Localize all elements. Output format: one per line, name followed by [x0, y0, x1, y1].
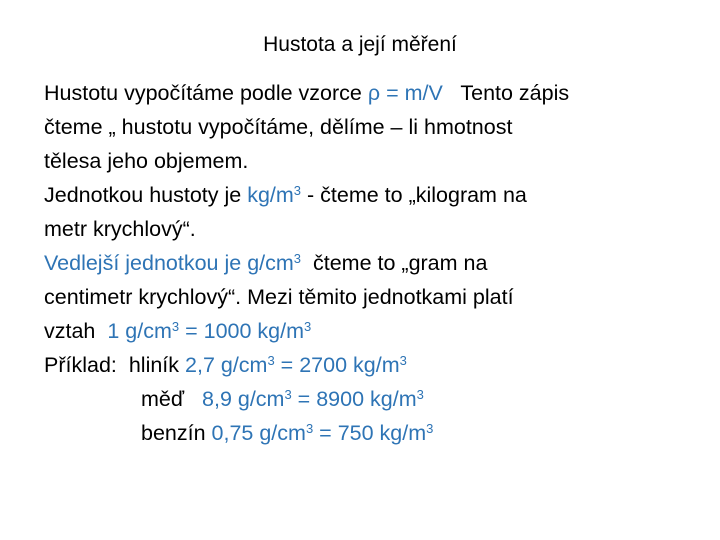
exponent: 3 — [284, 387, 292, 402]
text-line: čteme „ hustotu vypočítáme, dělíme – li hmotnost — [44, 115, 513, 139]
unit-base: kg/m — [247, 183, 294, 207]
example-name: hliník — [128, 353, 186, 377]
exponent: 3 — [293, 251, 302, 266]
exponent: 3 — [267, 353, 275, 368]
exponent: 3 — [305, 421, 314, 436]
conversion-value — [107, 319, 311, 343]
density-formula-line — [44, 76, 694, 110]
exponent: 3 — [416, 387, 424, 402]
example-value — [202, 387, 424, 411]
main-unit-line — [44, 178, 694, 212]
secondary-unit-text — [44, 251, 301, 275]
text-line: tělesa jeho objemem. — [44, 149, 249, 173]
exponent: 3 — [399, 353, 407, 368]
slide-title: Hustota a její měření — [263, 33, 457, 56]
value: = 8900 kg/m — [291, 387, 417, 411]
value: 2,7 g/cm — [185, 353, 268, 377]
value: 1 g/cm — [107, 319, 172, 343]
example-value — [185, 353, 407, 377]
text: vztah — [44, 319, 108, 343]
density-formula: ρ = m/V — [367, 81, 443, 105]
example-name: měď — [141, 387, 203, 411]
value: = 1000 kg/m — [179, 319, 305, 343]
text-line: metr krychlový“. — [44, 217, 196, 241]
text: Jednotkou hustoty je — [44, 183, 248, 207]
text: Tento zápis — [442, 81, 570, 105]
conversion-line — [44, 314, 694, 348]
unit-kg-m3 — [247, 183, 301, 207]
example-name: benzín — [141, 421, 212, 445]
value: 8,9 g/cm — [202, 387, 285, 411]
exponent: 3 — [426, 421, 434, 436]
example-row — [44, 382, 694, 416]
exponent: 3 — [171, 319, 180, 334]
value: = 2700 kg/m — [274, 353, 400, 377]
value: = 750 kg/m — [313, 421, 427, 445]
example-value — [212, 421, 434, 445]
example-row — [44, 348, 694, 382]
example-label: Příklad: — [44, 353, 129, 377]
text: Vedlejší jednotkou je g/cm — [44, 251, 294, 275]
slide-body — [44, 76, 694, 450]
text: čteme to „gram na — [301, 251, 488, 275]
text: Hustotu vypočítáme podle vzorce — [44, 81, 368, 105]
value: 0,75 g/cm — [211, 421, 306, 445]
text-line: centimetr krychlový“. Mezi těmito jednotkami platí — [44, 285, 514, 309]
exponent: 3 — [304, 319, 312, 334]
exponent: 3 — [293, 183, 302, 198]
example-row — [44, 416, 694, 450]
secondary-unit-line — [44, 246, 694, 280]
text: - čteme to „kilogram na — [301, 183, 527, 207]
